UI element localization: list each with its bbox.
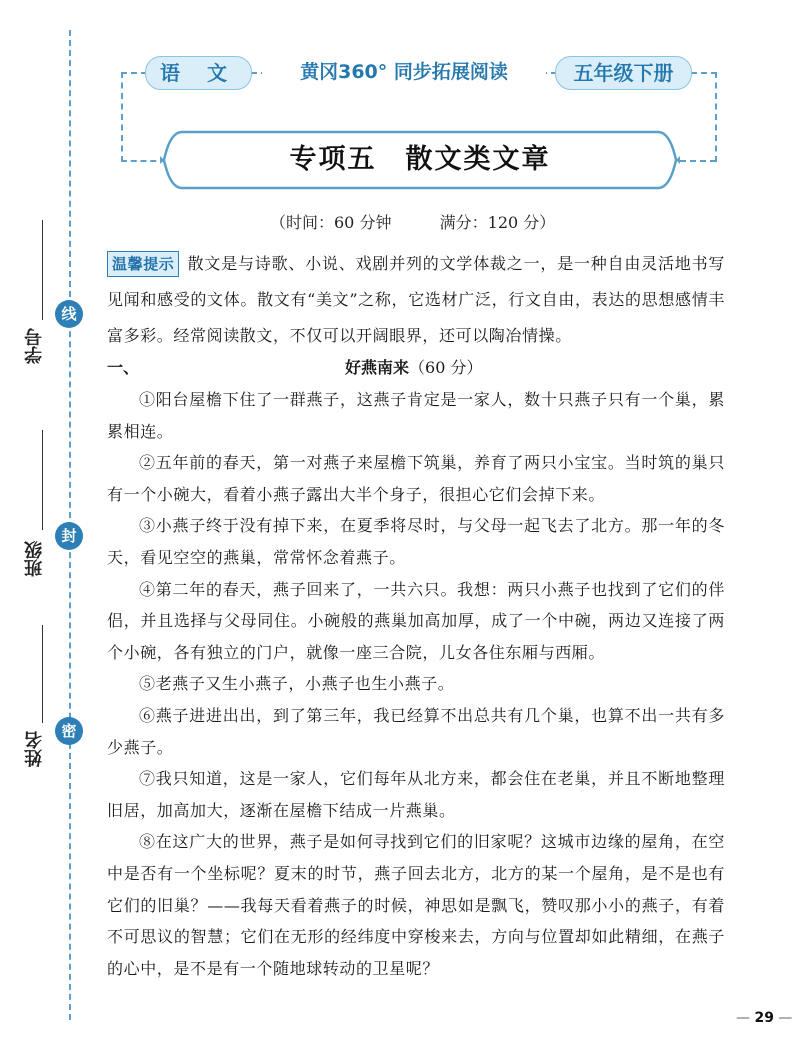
- passage: [107, 384, 725, 984]
- grade-pill: 五年级下册: [555, 56, 692, 90]
- passage-title: [345, 354, 482, 382]
- name-line: [42, 625, 43, 723]
- header-frame-right: [715, 72, 717, 162]
- name-label: 姓名: [24, 731, 45, 767]
- section-title: 专项五 散文类文章: [289, 144, 551, 175]
- seal-secret: 密: [55, 717, 83, 745]
- tip-text: 散文是与诗歌、小说、戏剧并列的文学体裁之一，是一种自由灵活地书写见闻和感受的文体。散文有“美文”之称，它选材广泛，行文自由，表达的思想感情丰富多彩。经常阅读散文，不仅可以开阔眼界，还可以陶冶情操。: [107, 254, 725, 345]
- question-number: 一、: [107, 358, 140, 377]
- passage-title-text: 好燕南来: [345, 358, 410, 377]
- seal-seal: 封: [55, 522, 83, 550]
- full-score: 满分：120 分）: [439, 213, 556, 232]
- paragraph-6: ⑥燕子进进出出，到了第三年，我已经算不出总共有几个巢，也算不出一共有多少燕子。: [107, 705, 725, 757]
- paragraph-8: ⑧在这广大的世界，燕子是如何寻找到它们的旧家呢？这城市边缘的屋角，在空中是否有一个坐标呢？夏末的时节，燕子回去北方，北方的某一个屋角，是不是也有它们的旧巢？——我每天看着燕子的时候，神思如是飘飞，赞叹那小小的燕子，有着不可思议的智慧；它们在无形的经纬度中穿梭来去，方向与位置却如此精细，在燕子的心中，是不是有一个随地球转动的卫星呢？: [107, 832, 725, 978]
- tip-block: [107, 246, 725, 354]
- time-limit: （时间：60 分钟: [270, 213, 392, 232]
- series-title: 黄冈360° 同步拓展阅读: [262, 56, 546, 88]
- paragraph-4: ④第二年的春天，燕子回来了，一共六只。我想：两只小燕子也找到了它们的伴侣，并且选择与父母同住。小碗般的燕巢加高加厚，成了一个中碗，两边又连接了两个小碗，各有独立的门户，就像一座三合院，儿女各住东厢与西厢。: [107, 579, 725, 662]
- student-id-label: 学号: [24, 328, 45, 364]
- paragraph-7: ⑦我只知道，这是一家人，它们每年从北方来，都会住在老巢，并且不断地整理旧居，加高加大，逐渐在屋檐下结成一片燕巢。: [107, 769, 725, 820]
- paragraph-2: ②五年前的春天，第一对燕子来屋檐下筑巢，养育了两只小宝宝。当时筑的巢只有一个小碗大，看着小燕子露出大半个身子，很担心它们会掉下来。: [107, 453, 725, 504]
- name-field[interactable]: [14, 625, 54, 775]
- paragraph-1: ①阳台屋檐下住了一群燕子，这燕子肯定是一家人，数十只燕子只有一个巢，累累相连。: [107, 390, 725, 441]
- paragraph-3: ③小燕子终于没有掉下来，在夏季将尽时，与父母一起飞去了北方。那一年的冬天，看见空空的燕巢，常常怀念着燕子。: [107, 516, 725, 567]
- tip-badge: 温馨提示: [107, 251, 179, 277]
- question-points: （60 分）: [409, 358, 483, 377]
- student-id-field[interactable]: [14, 200, 54, 370]
- paragraph-5: ⑤老燕子又生小燕子，小燕子也生小燕子。: [139, 674, 455, 694]
- student-id-line: [42, 220, 43, 320]
- class-label: 班级: [24, 541, 45, 577]
- class-line: [42, 430, 43, 530]
- class-field[interactable]: [14, 425, 54, 595]
- subject-pill: 语 文: [145, 56, 252, 90]
- time-info: [270, 210, 555, 233]
- seal-line: 线: [55, 300, 83, 328]
- page-number: — 29 —: [736, 1010, 792, 1026]
- header-frame-left: [121, 72, 123, 162]
